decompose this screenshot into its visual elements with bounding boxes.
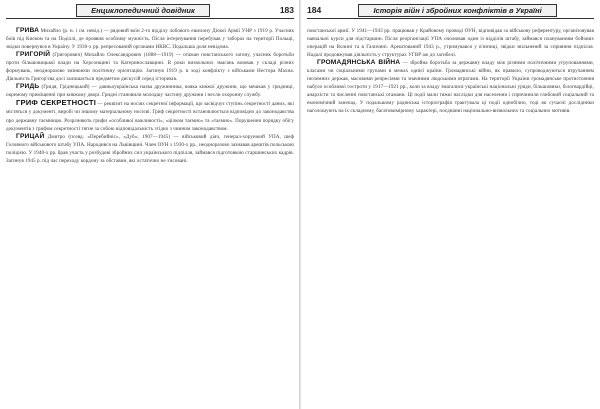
entry-text: — реквізит на носіях секретної інформації, що засвідчує ступінь секретності даних, які містяться у документі, виробі чи іншому матеріальному носієві. Гриф секретності встановлюється відповідно до законодавства про державну таємницю. Розрізняють грифи «особливої важливості», «цілком таємно» та «таємно». Порушення порядку обігу документів з грифом секретності тягне за собою відповідальність згідно з чинним законодавством.	[6, 101, 294, 132]
entry-headword: ГРИВА	[16, 27, 40, 34]
entry-text: (Григорович) Михайло Олександрович (1888—1919) — отаман повстанського загону, учасник боротьби проти більшовицької влади на Херсонщині та Катеринославщині. В роки визвольних змагань воював у складі різних формувань, неодноразово змінюючи політичну орієнтацію. Загинув 1919 р. в ході конфлікту з військами Нестора Махна. Діяльність Григор'єва досі залишається предметом дискусій серед істориків.	[6, 52, 294, 83]
entry-text: (Гридя, Гріднецький) — давньоукраїнська назва дружинника, вояка княжої дружини, що мешкав у гридниці, окремому приміщенні при княжому дворі. Гридні становили молодшу частину дружини і несли охоронну службу.	[6, 84, 294, 99]
entry-headword: ГРИДЬ	[16, 83, 40, 91]
entry-text: Дмитро (псевд. «Перебийніс», «Дуб»; 1907—1945) — військовий діяч, генерал-хорунжий УПА, шеф Головного військового штабу УПА. Народився на Львівщині. Член ОУН з 1930-х рр., неодноразово зазнавав арештів польською поліцією. У 1940-х рр. брав участь у розбудові збройних сил українського підпілля, займався підготовкою старшинських кадрів. Загинув 1945 р. під час переходу кордону за обставин, які остаточно не з'ясовані.	[6, 133, 294, 164]
entry-text: Михайло (р. н. і см. невід.) — рядовий воїн 2-го відділу лобового ешелону Дієвої Армії УНР з 1919 р. Учасник боїв під Києвом та на Поділлі, де проявив особливу мужність. Після інтернування перебував у таборах на території Польщі, звідки повернувся в Україну. У 1930-х рр. репресований органами НКВС. Подальша доля невідома.	[6, 28, 294, 51]
right-running-head	[307, 2, 594, 19]
entry-headword: ГРИГОРІЙ	[16, 51, 51, 59]
entry	[6, 99, 294, 132]
right-body-text	[307, 27, 594, 116]
entry	[307, 59, 594, 115]
right-page-number: 184	[307, 5, 322, 15]
left-body-text	[6, 27, 294, 165]
left-running-title: Енциклопедичний довідник	[76, 4, 210, 17]
entry-headword: ГРОМАДЯНСЬКА ВІЙНА	[317, 59, 401, 67]
entry-continuation	[307, 27, 594, 59]
entry	[6, 51, 294, 83]
right-page	[301, 0, 600, 409]
entry-headword: ГРИФ СЕКРЕТНОСТІ	[16, 98, 97, 108]
entry-headword: ГРИЦАЙ	[16, 132, 45, 140]
entry	[6, 83, 294, 99]
entry-text: повстанської армії. У 1941—1943 рр. працював у Крайовому проводі ОУН, відповідав за військову референтуру, організовував навчальні курси для підстаршин. Після реорганізації УПА очолював один із відділів штабу, займався плануванням бойових операцій на Волині та в Галичині. Арештований 1943 р., утримувався у в'язниці, звідки звільнений за сприяння підпілля. Надалі продовжував діяльність у структурах УГВР аж до загибелі.	[307, 28, 594, 59]
right-running-title: Історія війн і збройних конфліктів в Україні	[358, 4, 556, 17]
entry-text: — збройна боротьба за державну владу між різними політичними угрупованнями, класами чи соціальними групами в межах однієї країни. Громадянські війни, як правило, супроводжуються втручанням іноземних держав, масовими репресіями та значними людськими втратами. На території України громадянське протистояння набуло особливої гостроти у 1917—1921 рр., коли за владу змагалися українські національні уряди, більшовики, білогвардійці, анархісти та численні повстанські отамани. Ці події мали тяжкі наслідки для населення і спричинили глибокий соціальний та економічний занепад. У подальшому радянська історіографія трактувала ці події однобічно, тоді як сучасні дослідники наголошують на їх складному, багатовимірному характері, поєднанні національно-визвольних та соціальних мотивів.	[307, 60, 594, 115]
entry	[6, 133, 294, 165]
entry	[6, 27, 294, 51]
left-page-number: 183	[279, 5, 294, 15]
left-running-head	[6, 2, 294, 19]
